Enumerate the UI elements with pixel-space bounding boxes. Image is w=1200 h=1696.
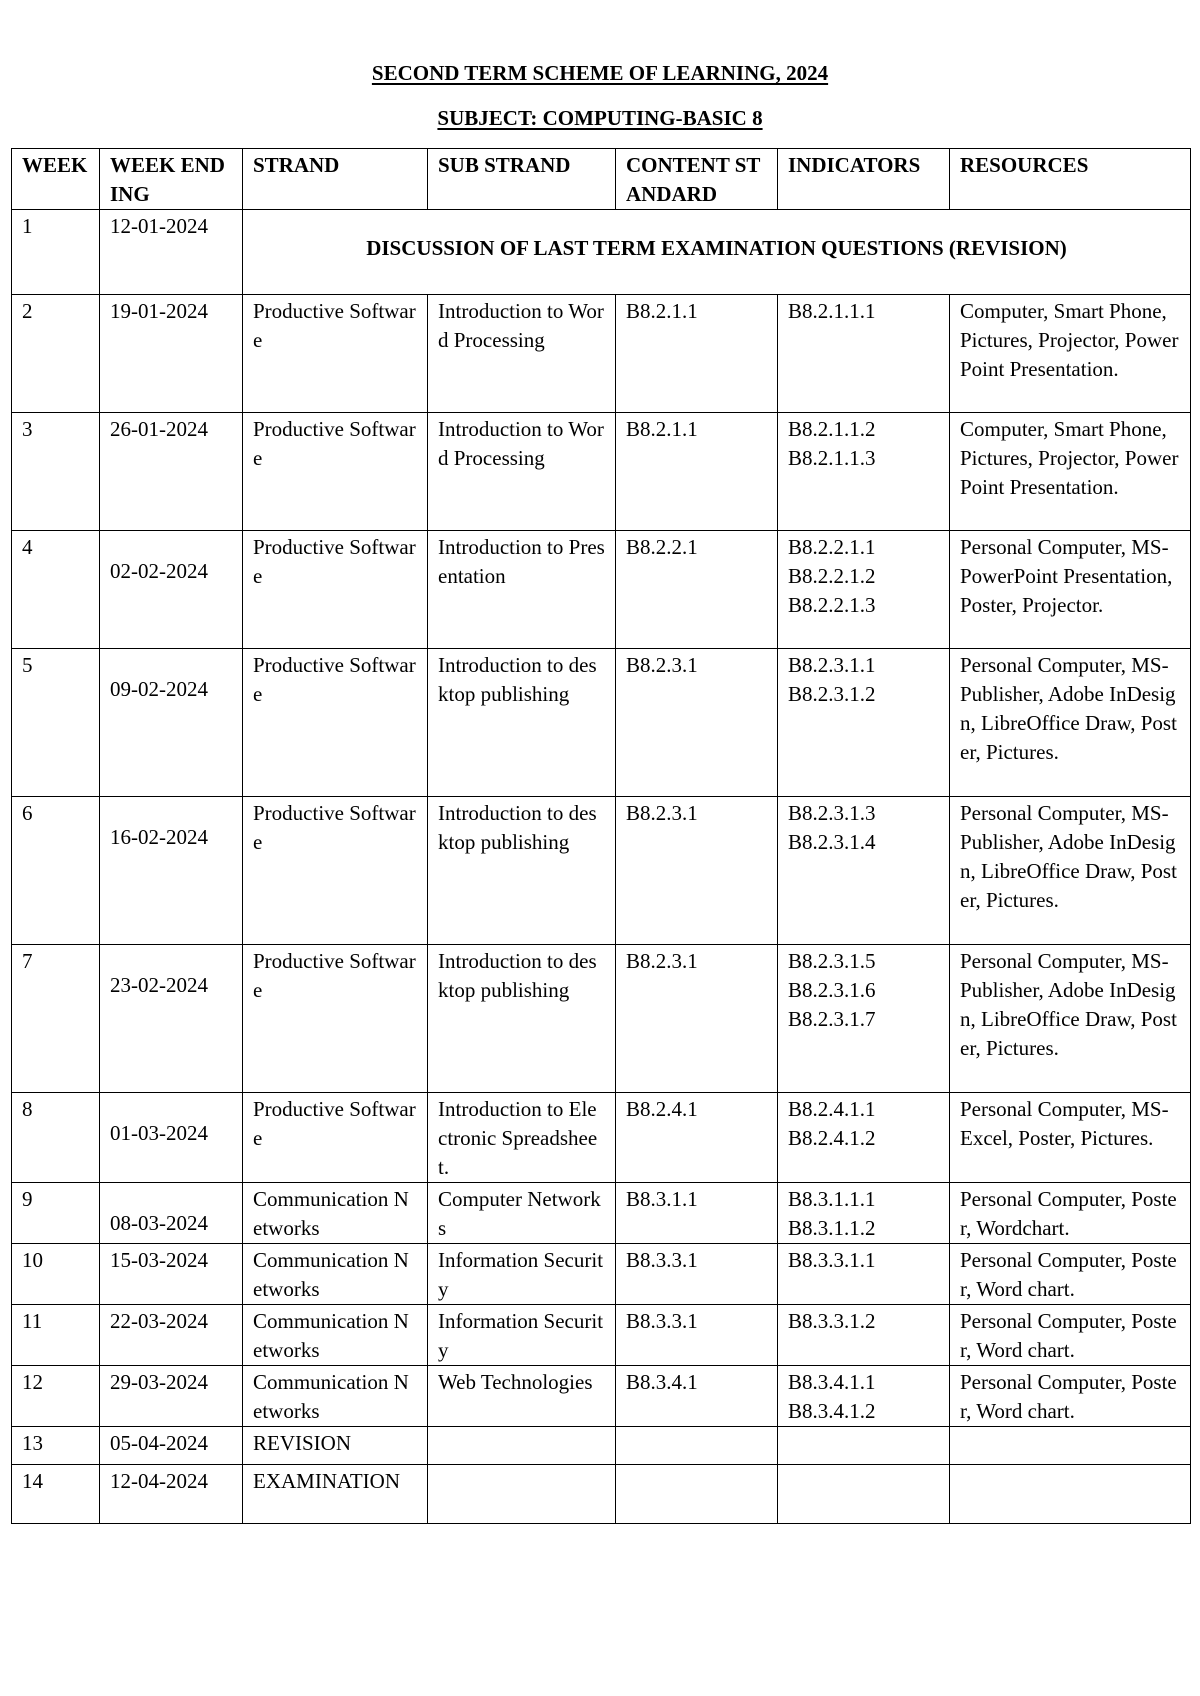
cell-resources: Personal Computer, MS-Publisher, Adobe InDesign, LibreOffice Draw, Poster, Pictures. — [950, 649, 1191, 797]
cell-week: 5 — [12, 649, 100, 797]
cell-content-standard: B8.2.1.1 — [616, 413, 778, 531]
cell-week: 8 — [12, 1093, 100, 1183]
document-title: SECOND TERM SCHEME OF LEARNING, 2024 — [371, 61, 829, 85]
indicator-item: B8.2.1.1.1 — [788, 299, 876, 323]
cell-resources: Personal Computer, Poster, Word chart. — [950, 1366, 1191, 1427]
cell-week: 3 — [12, 413, 100, 531]
cell-sub-strand: Information Security — [428, 1244, 616, 1305]
cell-sub-strand: Introduction to Word Processing — [428, 413, 616, 531]
cell-indicators — [778, 1305, 950, 1366]
header-week-ending: WEEK ENDING — [100, 149, 243, 210]
cell-strand: REVISION — [243, 1427, 428, 1465]
cell-sub-strand: Introduction to desktop publishing — [428, 649, 616, 797]
cell-indicators — [778, 1465, 950, 1524]
scheme-table — [11, 148, 1191, 1524]
cell-strand: Productive Software — [243, 295, 428, 413]
cell-content-standard — [616, 1427, 778, 1465]
cell-sub-strand: Information Security — [428, 1305, 616, 1366]
cell-indicators — [778, 1183, 950, 1244]
cell-week: 7 — [12, 945, 100, 1093]
cell-sub-strand: Introduction to desktop publishing — [428, 797, 616, 945]
cell-content-standard — [616, 1465, 778, 1524]
indicator-item: B8.3.4.1.1 — [788, 1370, 876, 1394]
cell-resources — [950, 1465, 1191, 1524]
cell-sub-strand: Introduction to Electronic Spreadsheet. — [428, 1093, 616, 1183]
cell-resources: Personal Computer, MS-PowerPoint Presentation, Poster, Projector. — [950, 531, 1191, 649]
cell-content-standard: B8.3.4.1 — [616, 1366, 778, 1427]
indicator-item: B8.2.3.1.1 — [788, 653, 876, 677]
cell-content-standard: B8.2.2.1 — [616, 531, 778, 649]
cell-indicators — [778, 295, 950, 413]
document-subject: SUBJECT: COMPUTING-BASIC 8 — [437, 106, 763, 130]
cell-week: 12 — [12, 1366, 100, 1427]
indicator-item: B8.2.4.1.2 — [788, 1126, 876, 1150]
table-row — [12, 295, 1191, 413]
cell-resources: Personal Computer, Poster, Word chart. — [950, 1305, 1191, 1366]
table-row — [12, 1427, 1191, 1465]
table-row — [12, 210, 1191, 295]
cell-week: 2 — [12, 295, 100, 413]
cell-resources: Personal Computer, Poster, Word chart. — [950, 1244, 1191, 1305]
cell-week-ending — [100, 649, 243, 797]
indicator-item: B8.2.3.1.5 — [788, 949, 876, 973]
header-row — [12, 149, 1191, 210]
week-ending-value: 09-02-2024 — [110, 677, 208, 701]
cell-week: 14 — [12, 1465, 100, 1524]
cell-week-ending — [100, 1093, 243, 1183]
indicator-item: B8.2.1.1.2 — [788, 417, 876, 441]
week-ending-value: 15-03-2024 — [110, 1248, 208, 1272]
header-resources: RESOURCES — [950, 149, 1191, 210]
cell-indicators — [778, 413, 950, 531]
cell-content-standard: B8.3.3.1 — [616, 1305, 778, 1366]
indicator-item: B8.2.3.1.4 — [788, 830, 876, 854]
cell-week: 9 — [12, 1183, 100, 1244]
cell-sub-strand — [428, 1427, 616, 1465]
table-row — [12, 1305, 1191, 1366]
week-ending-value: 01-03-2024 — [110, 1121, 208, 1145]
table-row — [12, 797, 1191, 945]
indicator-item: B8.2.2.1.3 — [788, 593, 876, 617]
cell-content-standard: B8.3.1.1 — [616, 1183, 778, 1244]
table-row — [12, 945, 1191, 1093]
indicator-item: B8.2.4.1.1 — [788, 1097, 876, 1121]
cell-indicators — [778, 797, 950, 945]
cell-content-standard: B8.2.4.1 — [616, 1093, 778, 1183]
cell-week: 6 — [12, 797, 100, 945]
cell-content-standard: B8.2.3.1 — [616, 649, 778, 797]
header-strand: STRAND — [243, 149, 428, 210]
cell-resources: Personal Computer, Poster, Wordchart. — [950, 1183, 1191, 1244]
cell-strand: Communication Networks — [243, 1366, 428, 1427]
cell-strand: Communication Networks — [243, 1244, 428, 1305]
indicator-item: B8.3.3.1.1 — [788, 1248, 876, 1272]
header-week: WEEK — [12, 149, 100, 210]
cell-week-ending: 12-01-2024 — [100, 210, 243, 295]
cell-indicators — [778, 945, 950, 1093]
indicator-item: B8.2.3.1.3 — [788, 801, 876, 825]
cell-week-ending — [100, 797, 243, 945]
cell-strand: Productive Software — [243, 1093, 428, 1183]
week-ending-value: 12-04-2024 — [110, 1469, 208, 1493]
cell-strand: Productive Software — [243, 413, 428, 531]
cell-week: 13 — [12, 1427, 100, 1465]
cell-resources: Computer, Smart Phone, Pictures, Projector, Power Point Presentation. — [950, 413, 1191, 531]
cell-indicators — [778, 649, 950, 797]
cell-strand: Productive Software — [243, 945, 428, 1093]
header-sub-strand: SUB STRAND — [428, 149, 616, 210]
cell-sub-strand: Introduction to desktop publishing — [428, 945, 616, 1093]
header-indicators: INDICATORS — [778, 149, 950, 210]
cell-week-ending — [100, 1465, 243, 1524]
cell-indicators — [778, 1427, 950, 1465]
cell-sub-strand: Introduction to Presentation — [428, 531, 616, 649]
indicator-item: B8.2.3.1.6 — [788, 978, 876, 1002]
indicator-item: B8.2.3.1.7 — [788, 1007, 876, 1031]
cell-week-ending — [100, 1305, 243, 1366]
indicator-item: B8.2.2.1.2 — [788, 564, 876, 588]
cell-resources: Computer, Smart Phone, Pictures, Projector, Power Point Presentation. — [950, 295, 1191, 413]
table-row — [12, 1244, 1191, 1305]
week-ending-value: 19-01-2024 — [110, 299, 208, 323]
week-ending-value: 16-02-2024 — [110, 825, 208, 849]
cell-resources: Personal Computer, MS-Publisher, Adobe InDesign, LibreOffice Draw, Poster, Pictures. — [950, 797, 1191, 945]
indicator-item: B8.3.1.1.2 — [788, 1216, 876, 1240]
table-row — [12, 531, 1191, 649]
indicator-item: B8.2.2.1.1 — [788, 535, 876, 559]
indicator-item: B8.3.3.1.2 — [788, 1309, 876, 1333]
cell-week-ending — [100, 1244, 243, 1305]
cell-indicators — [778, 1093, 950, 1183]
week-ending-value: 02-02-2024 — [110, 559, 208, 583]
cell-strand: Communication Networks — [243, 1305, 428, 1366]
cell-strand: Productive Software — [243, 531, 428, 649]
cell-strand: Productive Software — [243, 797, 428, 945]
table-row — [12, 1465, 1191, 1524]
cell-week-ending — [100, 1427, 243, 1465]
indicator-item: B8.2.3.1.2 — [788, 682, 876, 706]
cell-indicators — [778, 1244, 950, 1305]
cell-week: 11 — [12, 1305, 100, 1366]
cell-resources: Personal Computer, MS-Publisher, Adobe InDesign, LibreOffice Draw, Poster, Pictures. — [950, 945, 1191, 1093]
indicator-item: B8.2.1.1.3 — [788, 446, 876, 470]
cell-content-standard: B8.2.3.1 — [616, 797, 778, 945]
header-content-standard: CONTENT STANDARD — [616, 149, 778, 210]
week-ending-value: 29-03-2024 — [110, 1370, 208, 1394]
week-ending-value: 05-04-2024 — [110, 1431, 208, 1455]
cell-week-ending — [100, 1366, 243, 1427]
cell-strand: Productive Software — [243, 649, 428, 797]
cell-sub-strand: Computer Networks — [428, 1183, 616, 1244]
cell-indicators — [778, 1366, 950, 1427]
cell-week-ending — [100, 413, 243, 531]
cell-indicators — [778, 531, 950, 649]
cell-strand: EXAMINATION — [243, 1465, 428, 1524]
cell-week-ending — [100, 295, 243, 413]
indicator-item: B8.3.4.1.2 — [788, 1399, 876, 1423]
cell-week-ending — [100, 945, 243, 1093]
cell-content-standard: B8.2.1.1 — [616, 295, 778, 413]
cell-week-ending — [100, 531, 243, 649]
cell-resources — [950, 1427, 1191, 1465]
week-ending-value: 23-02-2024 — [110, 973, 208, 997]
discussion-banner: DISCUSSION OF LAST TERM EXAMINATION QUESTIONS (REVISION) — [243, 210, 1191, 295]
table-row — [12, 1093, 1191, 1183]
cell-sub-strand — [428, 1465, 616, 1524]
week-ending-value: 08-03-2024 — [110, 1211, 208, 1235]
table-row — [12, 649, 1191, 797]
table-row — [12, 1366, 1191, 1427]
cell-week: 1 — [12, 210, 100, 295]
cell-strand: Communication Networks — [243, 1183, 428, 1244]
cell-week-ending — [100, 1183, 243, 1244]
table-row — [12, 1183, 1191, 1244]
cell-content-standard: B8.3.3.1 — [616, 1244, 778, 1305]
cell-content-standard: B8.2.3.1 — [616, 945, 778, 1093]
cell-week: 10 — [12, 1244, 100, 1305]
cell-sub-strand: Web Technologies — [428, 1366, 616, 1427]
week-ending-value: 22-03-2024 — [110, 1309, 208, 1333]
cell-week: 4 — [12, 531, 100, 649]
cell-sub-strand: Introduction to Word Processing — [428, 295, 616, 413]
table-row — [12, 413, 1191, 531]
cell-resources: Personal Computer, MS-Excel, Poster, Pictures. — [950, 1093, 1191, 1183]
indicator-item: B8.3.1.1.1 — [788, 1187, 876, 1211]
week-ending-value: 26-01-2024 — [110, 417, 208, 441]
